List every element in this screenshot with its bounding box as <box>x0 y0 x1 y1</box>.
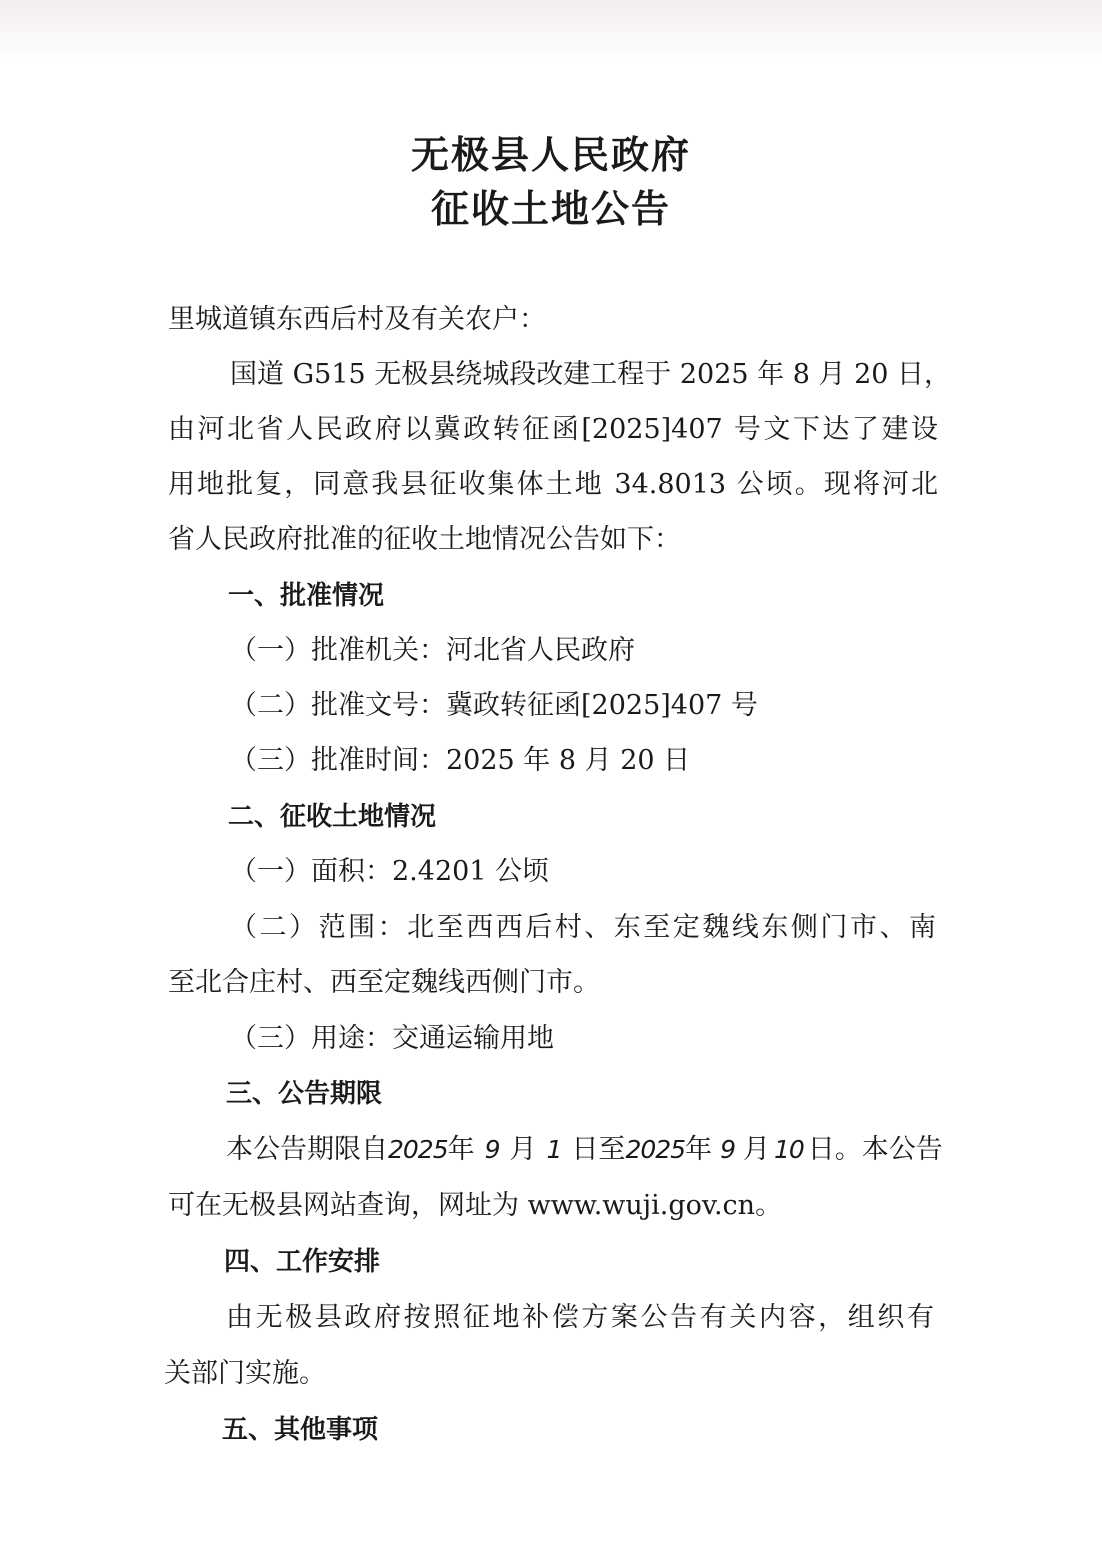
section-3-heading: 三、公告期限 <box>226 1079 383 1109</box>
notice-period <box>226 1130 943 1170</box>
month-label-1: 月 <box>509 1134 537 1165</box>
intro-line-4: 省人民政府批准的征收土地情况公告如下： <box>168 524 681 555</box>
handwritten-start-day: 1 <box>546 1135 562 1164</box>
intro-line-3: 用地批复，同意我县征收集体土地 34.8013 公顷。现将河北 <box>168 469 938 500</box>
land-scope-line-2: 至北合庄村、西至定魏线西侧门市。 <box>168 967 600 998</box>
handwritten-end-month: 9 <box>720 1135 735 1164</box>
handwritten-start-month: 9 <box>484 1135 500 1164</box>
approval-authority: （一）批准机关：河北省人民政府 <box>230 635 635 666</box>
section-5-heading: 五、其他事项 <box>222 1415 379 1445</box>
land-use: （三）用途：交通运输用地 <box>230 1023 554 1054</box>
document-title-subject: 征收土地公告 <box>430 187 671 231</box>
work-arrangement-line-2: 关部门实施。 <box>164 1358 326 1389</box>
page-top-shade <box>0 0 1102 60</box>
work-arrangement-line-1: 由无极县政府按照征地补偿方案公告有关内容，组织有 <box>226 1302 934 1333</box>
document-title-org: 无极县人民政府 <box>410 133 691 177</box>
section-1-heading: 一、批准情况 <box>228 581 385 611</box>
notice-period-suffix: 日。本公告 <box>807 1134 943 1165</box>
salutation: 里城道镇东西后村及有关农户： <box>168 304 546 335</box>
year-label-2: 年 <box>685 1134 713 1165</box>
section-4-heading: 四、工作安排 <box>224 1247 381 1277</box>
month-label-2: 月 <box>742 1134 770 1165</box>
section-2-heading: 二、征收土地情况 <box>228 802 437 832</box>
website-line: 可在无极县网站查询，网址为 www.wuji.gov.cn。 <box>168 1190 783 1221</box>
land-area: （一）面积：2.4201 公顷 <box>230 856 550 887</box>
handwritten-end-day: 10 <box>773 1135 804 1164</box>
land-scope-line-1: （二）范围：北至西西后村、东至定魏线东侧门市、南 <box>230 912 936 943</box>
approval-document-number: （二）批准文号：冀政转征函[2025]407 号 <box>230 690 758 721</box>
notice-period-prefix: 本公告期限自 <box>226 1134 388 1165</box>
approval-date: （三）批准时间：2025 年 8 月 20 日 <box>230 745 691 776</box>
year-label-1: 年 <box>447 1134 475 1165</box>
day-to-label: 日至 <box>571 1134 626 1165</box>
handwritten-end-year: 2025 <box>625 1135 686 1164</box>
intro-line-2: 由河北省人民政府以冀政转征函[2025]407 号文下达了建设 <box>168 414 938 445</box>
handwritten-start-year: 2025 <box>388 1135 448 1164</box>
intro-line-1: 国道 G515 无极县绕城段改建工程于 2025 年 8 月 20 日， <box>230 359 952 390</box>
